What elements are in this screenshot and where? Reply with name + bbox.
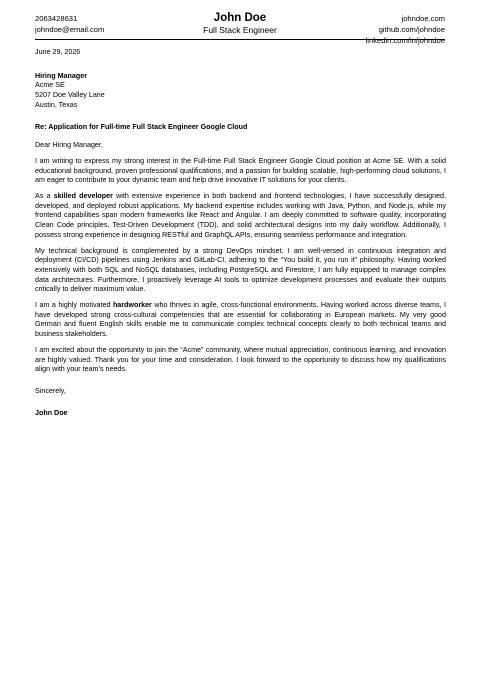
paragraph-2-lead: As a bbox=[35, 192, 54, 201]
paragraph-2-rest: with extensive experience in both backend and frontend technologies, I have successfully designed, developed, and deployed robust applications. My backend expertise includes working with Java, Python, and Node.js, while my frontend capabilities span modern frameworks like React and Angular. I am deeply committed to software quality, incorporating Clean Code principles, Test-Driven Development (TDD), and solid architectural designs into my daily workflow. Additionally, I possess strong experience in designing RESTful and GraphQL APIs, ensuring seamless performance and integration. bbox=[35, 192, 446, 239]
paragraph-1: I am writing to express my strong interest in the Full-time Full Stack Engineer Google Cloud position at Acme SE. With a solid educational background, proven professional qualifications, and a passion for building scalable, high-performing cloud solutions, I am eager to contribute to your dynamic team and help drive innovative IT solutions for your clients. bbox=[35, 156, 446, 185]
paragraph-4-highlight: hardworker bbox=[112, 301, 152, 310]
recipient-city: Austin, Texas bbox=[35, 100, 78, 109]
letter-body bbox=[35, 48, 446, 418]
recipient-name: Hiring Manager bbox=[35, 71, 87, 80]
header-divider bbox=[35, 39, 445, 40]
linkedin-link[interactable]: linkedin.com/in/johndoe bbox=[365, 36, 445, 45]
closing: Sincerely, bbox=[35, 386, 66, 395]
applicant-title: Full Stack Engineer bbox=[203, 25, 277, 35]
website-link[interactable]: johndoe.com bbox=[401, 14, 445, 23]
recipient-block bbox=[35, 72, 446, 111]
email-address[interactable]: johndoe@email.com bbox=[35, 25, 105, 34]
paragraph-4-lead: I am a highly motivated bbox=[35, 301, 113, 310]
contact-right bbox=[366, 13, 445, 46]
letter-date: June 29, 2026 bbox=[35, 48, 81, 56]
phone-number: 2063428631 bbox=[35, 14, 78, 23]
letter-subject: Re: Application for Full-time Full Stack Engineer Google Cloud bbox=[35, 122, 248, 131]
github-link[interactable]: github.com/johndoe bbox=[378, 25, 445, 34]
salutation: Dear Hiring Manager, bbox=[35, 141, 103, 150]
paragraph-4 bbox=[35, 301, 446, 340]
paragraph-4-rest: who thrives in agile, cross-functional environments. Having worked across diverse teams, I have developed strong cross-cultural competencies that are essential for collaborating in European markets. My very good German and fluent English skills enable me to communicate complex technical concepts clearly to both technical teams and business stakeholders. bbox=[35, 301, 446, 339]
paragraph-3: My technical background is complemented by a strong DevOps mindset. I am well-versed in continuous integration and deployment (CI/CD) pipelines using Jenkins and GitLab-CI, adhering to the “You build it, you run it” philosophy. Having worked extensively with both SQL and NoSQL databases, including PostgreSQL and Firestore, I am fully equipped to manage complex data architectures. Furthermore, I proactively leverage AI tools to optimize development processes and evaluate their outputs critically to deliver maximum value. bbox=[35, 246, 446, 294]
paragraph-2-highlight: skilled developer bbox=[53, 192, 113, 201]
paragraph-5: I am excited about the opportunity to join the “Acme” community, where mutual appreciation, continuous learning, and innovation are highly valued. Thank you for your time and consideration. I look forward to the opportunity to discuss how my qualifications align with your team’s needs. bbox=[35, 345, 446, 374]
applicant-name: John Doe bbox=[213, 12, 267, 24]
signature-name: John Doe bbox=[35, 408, 68, 417]
paragraph-2 bbox=[35, 192, 446, 241]
recipient-street: 5207 Doe Valley Lane bbox=[35, 91, 105, 100]
recipient-company: Acme SE bbox=[35, 81, 65, 90]
